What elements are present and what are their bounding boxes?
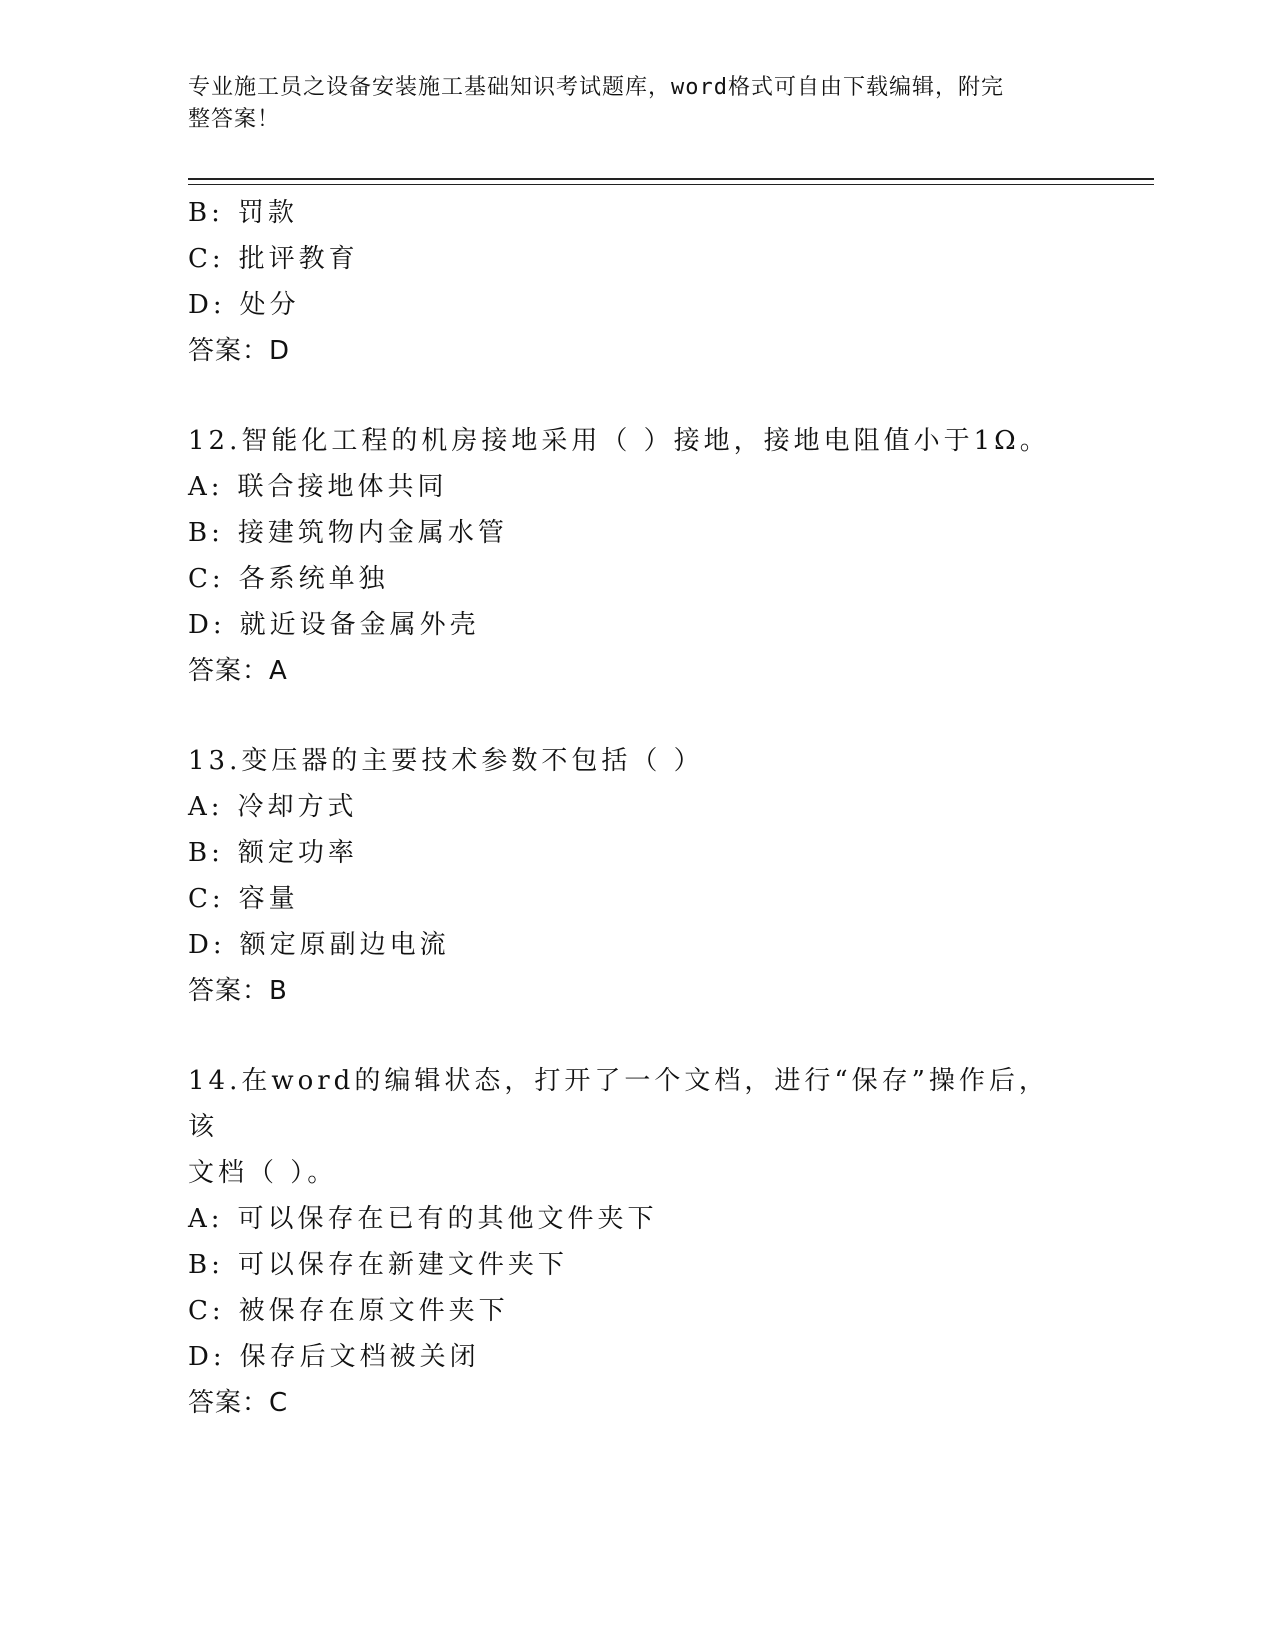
option-text: 额定原副边电流	[239, 930, 450, 960]
question-block-13	[188, 738, 1088, 1014]
header-divider-thick	[188, 178, 1154, 180]
option-letter: B:	[188, 518, 224, 548]
question-text-line-2: 文档（ ）。	[188, 1158, 338, 1188]
question-text: 12.智能化工程的机房接地采用（ ）接地，接地电阻值小于1Ω。	[188, 426, 1050, 456]
option-d	[188, 1334, 1088, 1380]
option-b	[188, 510, 1088, 556]
option-letter: C:	[188, 1296, 225, 1326]
option-a	[188, 1196, 1088, 1242]
option-letter: B:	[188, 838, 224, 868]
option-letter: D:	[188, 930, 226, 960]
option-letter: B:	[188, 198, 224, 228]
option-text: 各系统单独	[238, 564, 389, 594]
option-text: 就近设备金属外壳	[239, 610, 480, 640]
header-divider-thin	[188, 184, 1154, 185]
option-b	[188, 830, 1088, 876]
answer-line: 答案：C	[188, 1388, 289, 1418]
option-d	[188, 922, 1088, 968]
option-letter: C:	[188, 884, 225, 914]
option-letter: B:	[188, 1250, 224, 1280]
option-c	[188, 556, 1088, 602]
option-text: 冷却方式	[237, 792, 358, 822]
option-a	[188, 464, 1088, 510]
option-letter: A:	[188, 472, 224, 502]
header-line-1: 专业施工员之设备安装施工基础知识考试题库，word格式可自由下载编辑，附完	[188, 75, 1004, 100]
option-letter: C:	[188, 564, 225, 594]
option-letter: D:	[188, 1342, 226, 1372]
option-letter: D:	[188, 610, 226, 640]
option-letter: C:	[188, 244, 225, 274]
option-b	[188, 190, 1088, 236]
option-text: 可以保存在已有的其他文件夹下	[237, 1204, 658, 1234]
answer-line: 答案：D	[188, 336, 291, 366]
option-letter: A:	[188, 1204, 224, 1234]
option-d	[188, 602, 1088, 648]
answer-line: 答案：A	[188, 656, 288, 686]
question-block-12	[188, 418, 1088, 694]
option-text: 批评教育	[238, 244, 359, 274]
header-line-2: 整答案！	[188, 107, 281, 132]
option-text: 保存后文档被关闭	[239, 1342, 480, 1372]
question-text-line-1: 14.在word的编辑状态，打开了一个文档，进行“保存”操作后，该	[188, 1066, 1049, 1142]
question-block-11-tail	[188, 190, 1088, 374]
option-letter: D:	[188, 290, 226, 320]
option-text: 联合接地体共同	[237, 472, 448, 502]
option-text: 可以保存在新建文件夹下	[237, 1250, 568, 1280]
option-text: 罚款	[237, 198, 298, 228]
option-text: 容量	[238, 884, 299, 914]
option-c	[188, 876, 1088, 922]
option-c	[188, 1288, 1088, 1334]
question-text	[188, 1058, 1068, 1196]
option-a	[188, 784, 1088, 830]
question-content	[188, 190, 1088, 1426]
option-text: 被保存在原文件夹下	[238, 1296, 509, 1326]
question-text: 13.变压器的主要技术参数不包括（ ）	[188, 746, 704, 776]
option-text: 接建筑物内金属水管	[237, 518, 508, 548]
question-block-14	[188, 1058, 1088, 1426]
answer-line: 答案：B	[188, 976, 288, 1006]
option-letter: A:	[188, 792, 224, 822]
option-c	[188, 236, 1088, 282]
option-text: 处分	[239, 290, 300, 320]
option-text: 额定功率	[237, 838, 358, 868]
document-header	[188, 72, 1068, 136]
option-d	[188, 282, 1088, 328]
option-b	[188, 1242, 1088, 1288]
